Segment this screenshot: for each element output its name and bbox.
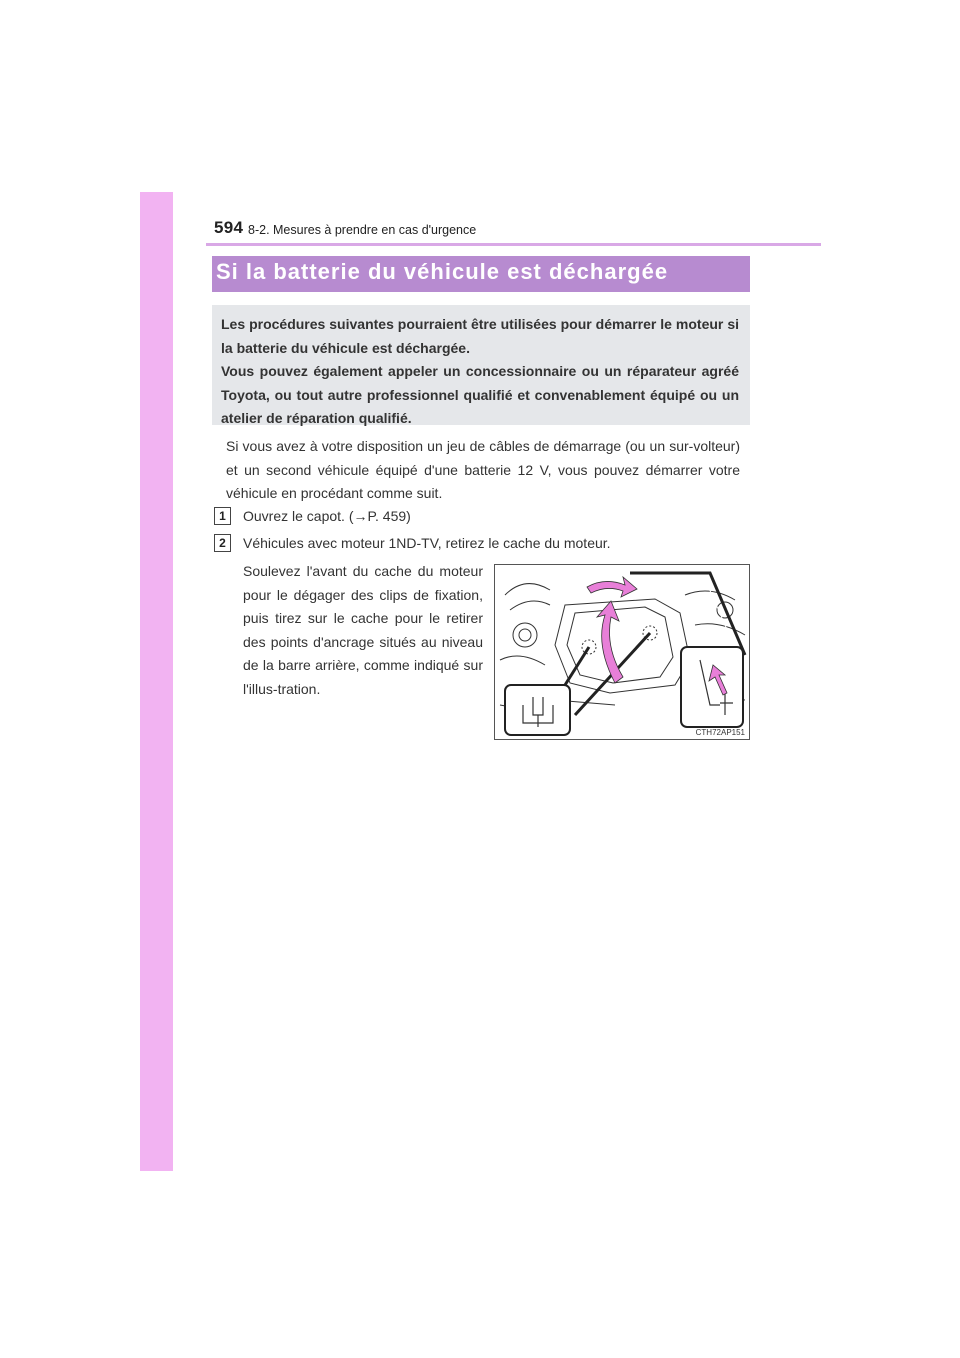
step-1-text: Ouvrez le capot. (→P. 459) bbox=[243, 508, 411, 524]
body-paragraph: Si vous avez à votre disposition un jeu de câbles de démarrage (ou un sur-volteur) et un second véhicule équipé d'une batterie 12 V, vous pouvez démarrer votre véhicule en procédant comme suit. bbox=[226, 438, 740, 501]
step-1-number: 1 bbox=[214, 507, 231, 525]
engine-cover-illustration bbox=[494, 564, 750, 740]
section-header: 8-2. Mesures à prendre en cas d'urgence bbox=[248, 223, 477, 237]
chapter-side-tab bbox=[140, 192, 173, 1171]
step-2-text: Véhicules avec moteur 1ND-TV, retirez le cache du moteur. bbox=[243, 535, 611, 551]
engine-drawing bbox=[495, 565, 750, 740]
intro-line-1: Les procédures suivantes pourraient être utilisées pour démarrer le moteur si la batterie du véhicule est déchargée. bbox=[221, 316, 739, 356]
step-2-number: 2 bbox=[214, 534, 231, 552]
intro-line-2: Vous pouvez également appeler un concessionnaire ou un réparateur agréé Toyota, ou tout autre professionnel qualifié et convenablement équipé ou un atelier de réparation qualifié. bbox=[221, 363, 739, 426]
figure-code: CTH72AP151 bbox=[695, 728, 745, 737]
page-number: 594 bbox=[214, 218, 244, 237]
page-title: Si la batterie du véhicule est déchargée bbox=[216, 259, 669, 284]
header-rule bbox=[206, 243, 821, 246]
substep-text: Soulevez l'avant du cache du moteur pour le dégager des clips de fixation, puis tirez sur le cache pour le retirer des points d'ancrage situés au niveau de la barre arrière, comme indiqué sur l'illus-tration. bbox=[243, 563, 483, 697]
intro-text bbox=[221, 313, 739, 431]
